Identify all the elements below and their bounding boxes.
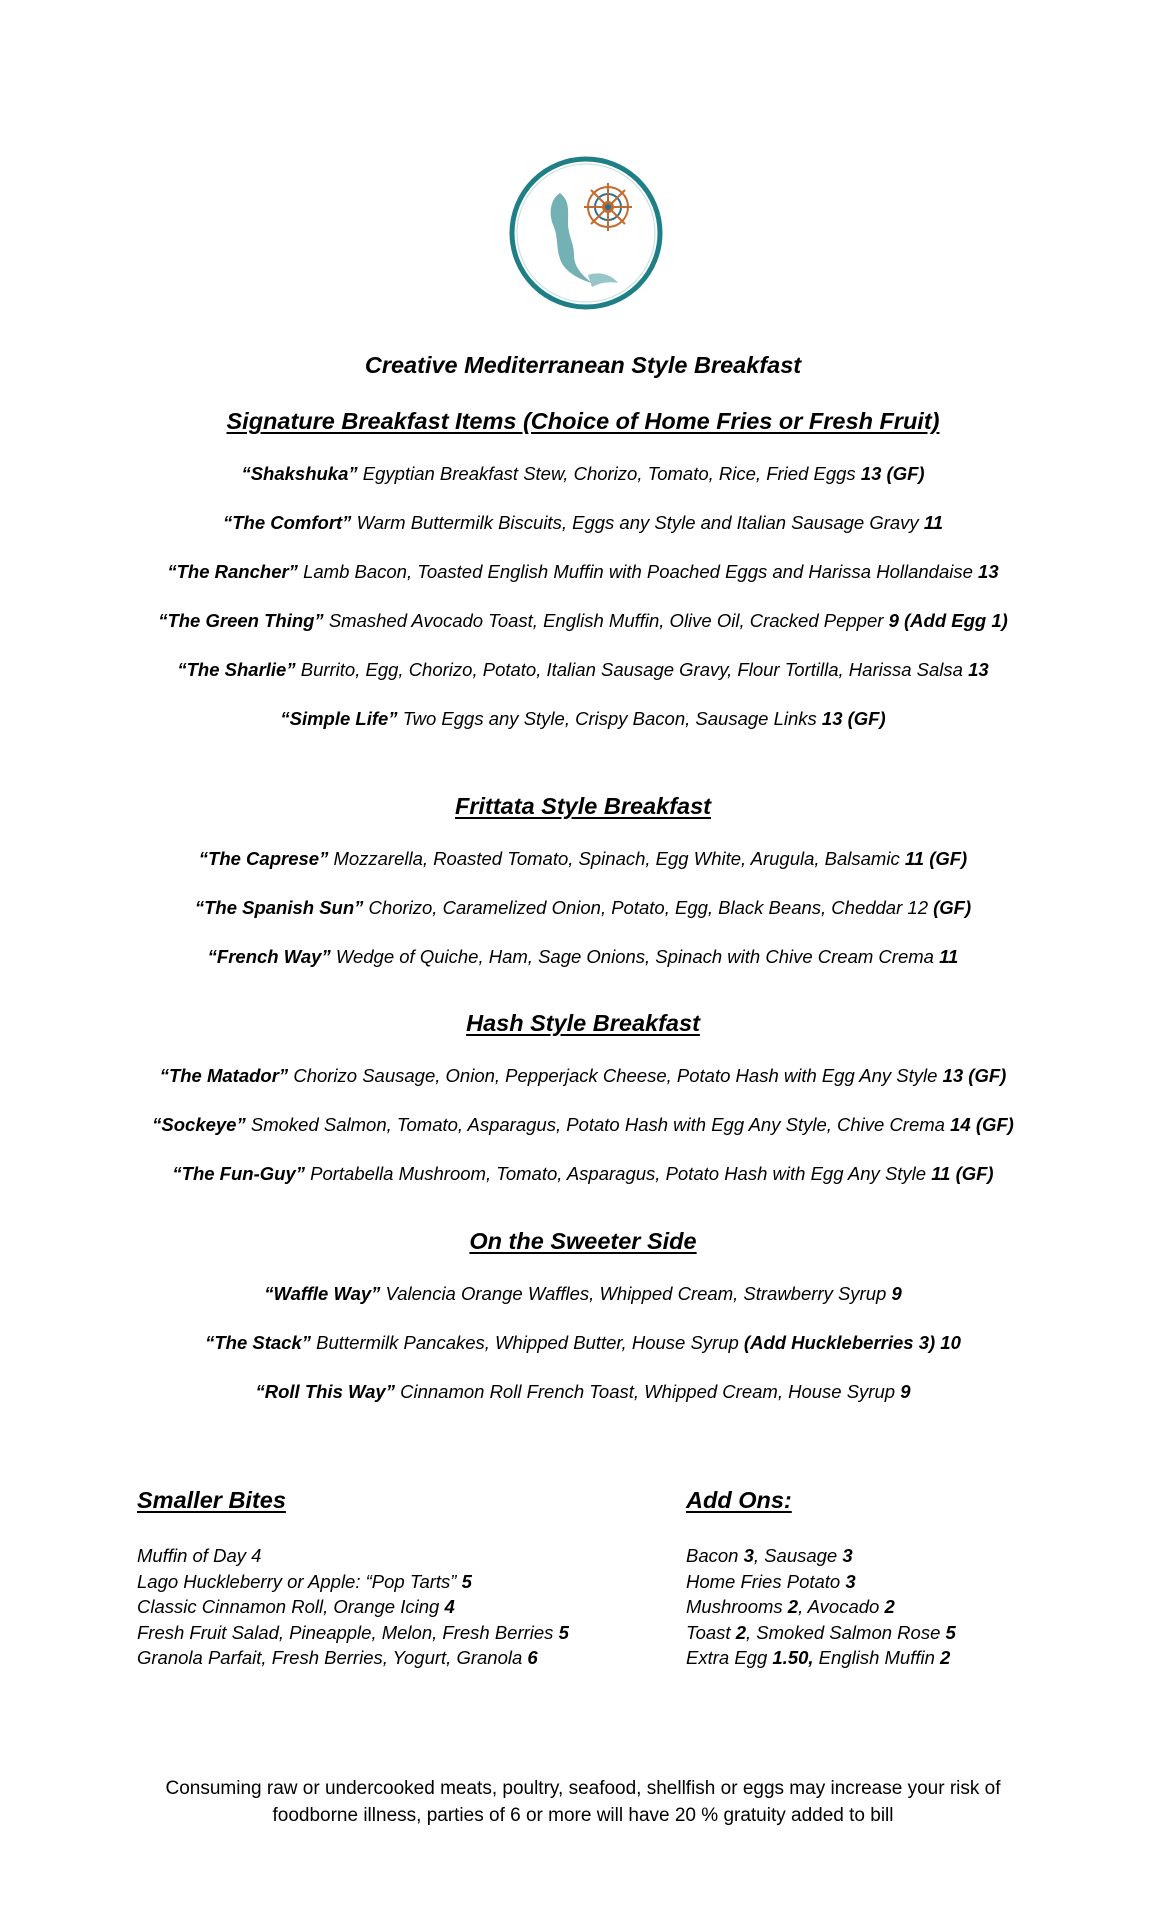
item-text: Muffin of Day 4 — [137, 1545, 262, 1567]
item-price: 13 (GF) — [860, 463, 925, 484]
item-price: 2 — [787, 1596, 799, 1618]
item-name: “Roll This Way” — [255, 1381, 395, 1402]
item-description: Valencia Orange Waffles, Whipped Cream, Strawberry Syrup — [380, 1283, 892, 1304]
item-text: , Smoked Salmon Rose — [746, 1621, 946, 1643]
item-description: Two Eggs any Style, Crispy Bacon, Sausage Links — [397, 708, 822, 729]
item-price: 11 (GF) — [904, 848, 968, 869]
item-price: 3 — [845, 1570, 856, 1592]
item-description: Chorizo Sausage, Onion, Pepperjack Cheese, Potato Hash with Egg Any Style — [288, 1065, 943, 1086]
section-heading-frittata: Frittata Style Breakfast — [455, 793, 711, 819]
item-price: 2 — [884, 1596, 895, 1618]
item-price: 2 — [735, 1621, 747, 1643]
item-name: “The Rancher” — [167, 561, 298, 582]
add-ons-list — [686, 1543, 1166, 1671]
item-text: , Sausage — [753, 1545, 843, 1567]
item-name: “The Sharlie” — [177, 659, 296, 680]
item-text: Mushrooms — [686, 1596, 788, 1618]
item-text: Bacon — [686, 1545, 744, 1567]
menu-item — [0, 848, 1166, 870]
item-name: “The Fun-Guy” — [172, 1163, 305, 1184]
item-name: “Waffle Way” — [264, 1283, 381, 1304]
item-text: Classic Cinnamon Roll, Orange Icing — [137, 1596, 445, 1618]
item-price: 5 — [461, 1570, 472, 1592]
item-description: Warm Buttermilk Biscuits, Eggs any Style and Italian Sausage Gravy — [351, 512, 924, 533]
item-price: 11 (GF) — [931, 1163, 994, 1184]
menu-item — [0, 463, 1166, 485]
item-text: , Avocado — [798, 1596, 885, 1618]
health-disclaimer — [0, 1775, 1166, 1829]
section-heading-add-ons: Add Ons: — [686, 1487, 792, 1513]
item-text: Toast — [686, 1621, 736, 1643]
item-price: 13 — [978, 561, 999, 582]
menu-item — [0, 561, 1166, 583]
page-title: Creative Mediterranean Style Breakfast — [364, 352, 802, 378]
item-price: 4 — [444, 1596, 455, 1618]
menu-item — [0, 1283, 1166, 1305]
menu-item — [0, 610, 1166, 632]
item-price: 13 (GF) — [942, 1065, 1007, 1086]
item-price: 5 — [945, 1621, 956, 1643]
disclaimer-line: Consuming raw or undercooked meats, poultry, seafood, shellfish or eggs may increase your risk of — [165, 1778, 1001, 1799]
menu-item — [0, 897, 1166, 919]
menu-item — [0, 659, 1166, 681]
item-description: Lamb Bacon, Toasted English Muffin with Poached Eggs and Harissa Hollandaise — [297, 561, 979, 582]
item-name: “Simple Life” — [280, 708, 398, 729]
item-description: Egyptian Breakfast Stew, Chorizo, Tomato, Rice, Fried Eggs — [357, 463, 861, 484]
item-price: 13 (GF) — [821, 708, 886, 729]
menu-item — [0, 946, 1166, 968]
logo-emblem-icon — [508, 155, 664, 311]
disclaimer-line: foodborne illness, parties of 6 or more will have 20 % gratuity added to bill — [272, 1805, 894, 1826]
item-description: Portabella Mushroom, Tomato, Asparagus, Potato Hash with Egg Any Style — [304, 1163, 932, 1184]
item-price: 13 — [968, 659, 989, 680]
list-item — [137, 1620, 657, 1646]
item-price: 6 — [527, 1647, 538, 1669]
item-description: Cinnamon Roll French Toast, Whipped Cream, House Syrup — [394, 1381, 901, 1402]
list-item — [686, 1645, 1166, 1671]
section-heading-smaller-bites: Smaller Bites — [137, 1487, 286, 1513]
item-description: Burrito, Egg, Chorizo, Potato, Italian Sausage Gravy, Flour Tortilla, Harissa Salsa — [295, 659, 969, 680]
list-item — [137, 1594, 657, 1620]
menu-item — [0, 512, 1166, 534]
item-name: “The Green Thing” — [158, 610, 324, 631]
menu-item — [0, 1381, 1166, 1403]
item-name: “The Stack” — [205, 1332, 312, 1353]
menu-item — [0, 1163, 1166, 1185]
item-name: “The Spanish Sun” — [194, 897, 364, 918]
item-price: 9 (Add Egg 1) — [888, 610, 1008, 631]
section-heading-sweet: On the Sweeter Side — [469, 1228, 697, 1254]
item-text: English Muffin — [813, 1647, 941, 1669]
item-description: Wedge of Quiche, Ham, Sage Onions, Spinach with Chive Cream Crema — [330, 946, 940, 967]
item-text: Granola Parfait, Fresh Berries, Yogurt, Granola — [137, 1647, 528, 1669]
item-name: “The Caprese” — [198, 848, 329, 869]
item-text: Extra Egg — [686, 1647, 773, 1669]
item-description: Smashed Avocado Toast, English Muffin, Olive Oil, Cracked Pepper — [323, 610, 889, 631]
menu-item — [0, 1332, 1166, 1354]
item-text: Home Fries Potato — [686, 1570, 846, 1592]
smaller-bites-section — [137, 1486, 657, 1671]
list-item — [686, 1569, 1166, 1595]
item-text: Fresh Fruit Salad, Pineapple, Melon, Fresh Berries — [137, 1621, 559, 1643]
menu-item — [0, 708, 1166, 730]
item-price: 11 — [923, 512, 944, 533]
add-ons-section — [686, 1486, 1166, 1671]
list-item — [137, 1569, 657, 1595]
menu-item — [0, 1065, 1166, 1087]
item-name: “The Comfort” — [222, 512, 352, 533]
item-price: 3 — [743, 1545, 754, 1567]
item-price: 9 — [900, 1381, 911, 1402]
item-price: 3 — [842, 1545, 853, 1567]
item-description: Mozzarella, Roasted Tomato, Spinach, Egg White, Arugula, Balsamic — [328, 848, 905, 869]
item-price: 1.50, — [772, 1647, 814, 1669]
item-price: 2 — [940, 1647, 951, 1669]
item-price: 11 — [939, 946, 959, 967]
list-item — [686, 1594, 1166, 1620]
restaurant-logo — [508, 155, 664, 311]
item-name: “Shakshuka” — [241, 463, 358, 484]
item-price: 9 — [891, 1283, 902, 1304]
item-price: (GF) — [933, 897, 972, 918]
list-item — [137, 1645, 657, 1671]
item-text: Lago Huckleberry or Apple: “Pop Tarts” — [137, 1570, 462, 1592]
list-item — [686, 1543, 1166, 1569]
item-price: 14 (GF) — [950, 1114, 1014, 1135]
smaller-bites-list — [137, 1543, 657, 1671]
item-description: Chorizo, Caramelized Onion, Potato, Egg, Black Beans, Cheddar 12 — [363, 897, 934, 918]
item-description: Buttermilk Pancakes, Whipped Butter, House Syrup — [311, 1332, 744, 1353]
item-price: (Add Huckleberries 3) 10 — [743, 1332, 961, 1353]
menu-item — [0, 1114, 1166, 1136]
list-item — [686, 1620, 1166, 1646]
section-heading-signature: Signature Breakfast Items (Choice of Home Fries or Fresh Fruit) — [226, 408, 940, 434]
item-name: “The Matador” — [159, 1065, 289, 1086]
list-item — [137, 1543, 657, 1569]
item-price: 5 — [558, 1621, 569, 1643]
item-name: “Sockeye” — [152, 1114, 246, 1135]
section-heading-hash: Hash Style Breakfast — [466, 1010, 700, 1036]
item-name: “French Way” — [207, 946, 331, 967]
item-description: Smoked Salmon, Tomato, Asparagus, Potato Hash with Egg Any Style, Chive Crema — [245, 1114, 951, 1135]
